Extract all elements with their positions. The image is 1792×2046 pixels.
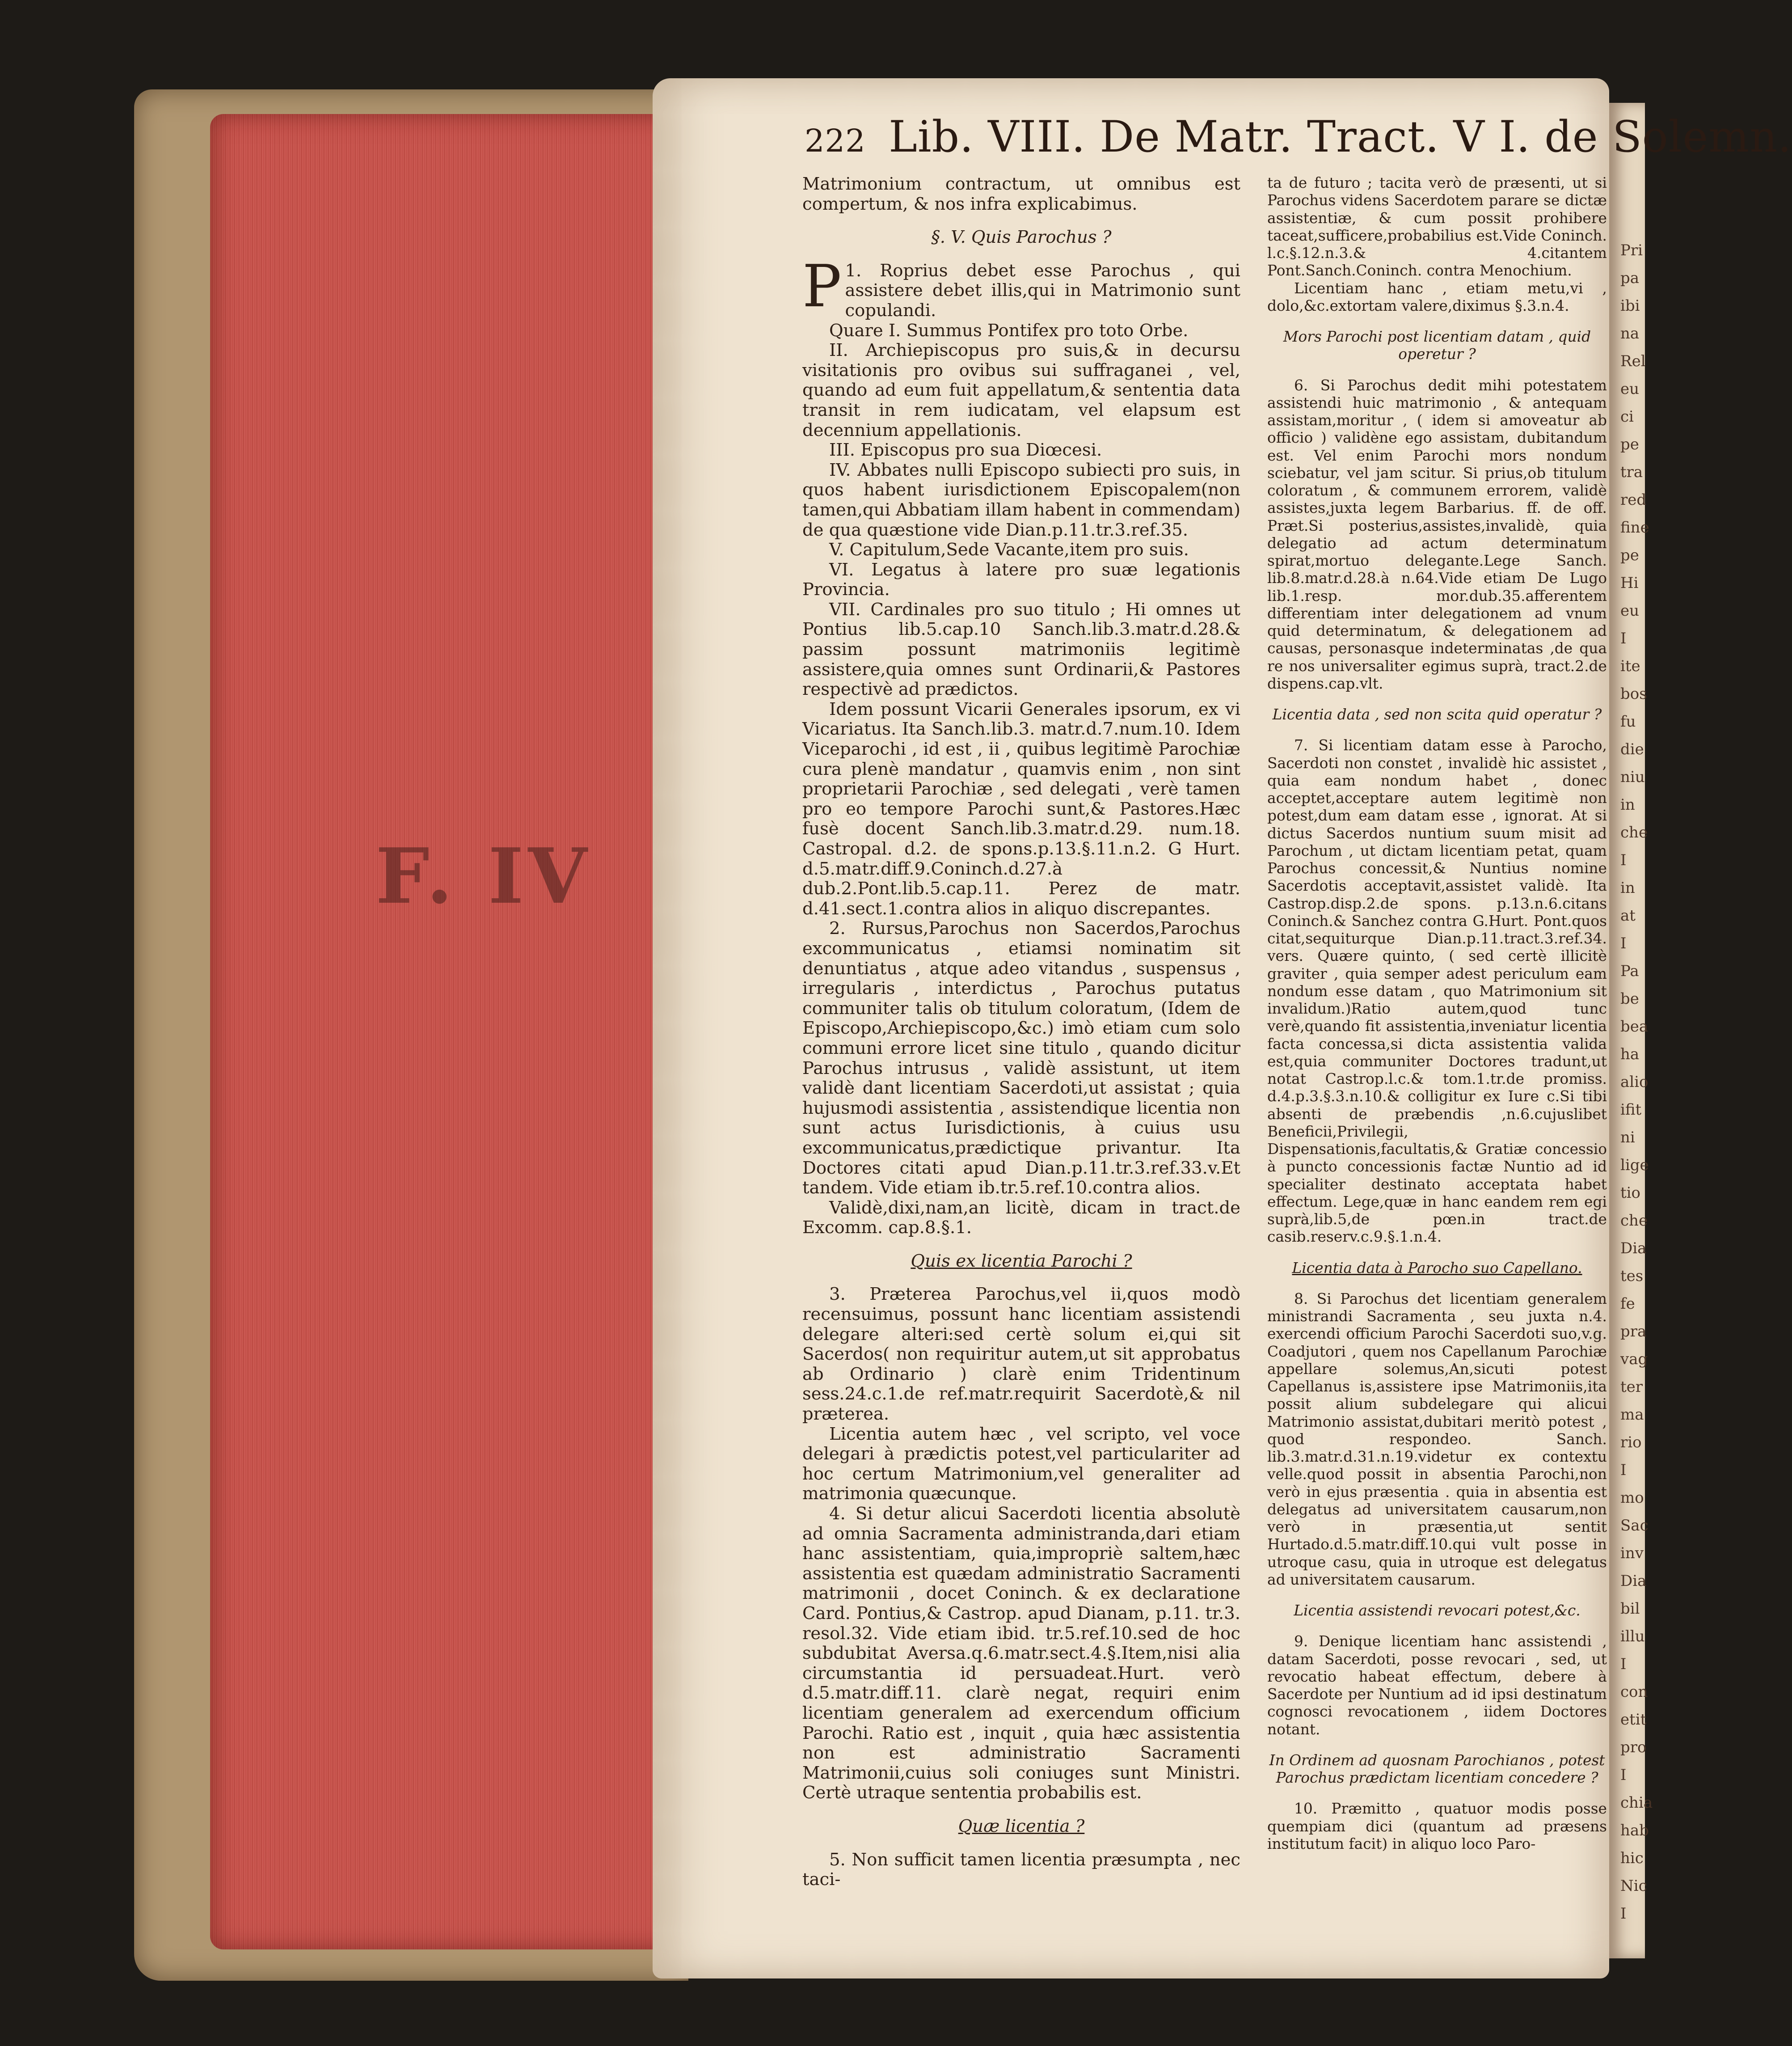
facing-page-line: eu <box>1620 602 1640 620</box>
paragraph <box>802 1198 1240 1238</box>
paragraph <box>802 1285 1240 1424</box>
facing-page-line: in <box>1620 879 1635 897</box>
running-title: Lib. VIII. De Matr. Tract. V I. de Solemn. <box>889 112 1792 162</box>
paragraph <box>802 321 1240 341</box>
paragraph-text: VII. Cardinales pro suo titulo ; Hi omnes ut Pontius lib.5.cap.10 Sanch.lib.3.matr.d.28.& passim possunt matrimoniis legitimè assistere,quia omnes sunt Ordinarii,& Pastores respectivè ad prædictos. <box>802 599 1240 700</box>
section-heading <box>1267 328 1607 364</box>
facing-page-line: pro <box>1620 1738 1647 1756</box>
facing-page-line: che <box>1620 1212 1648 1230</box>
paragraph-text: 8. Si Parochus det licentiam generalem ministrandi Sacramenta , seu juxta n.4. exercendi officium Parochi Sacerdoti suo,v.g. Coadjutori , quem nos Capellanum Parochiæ appellare solemus,An,sicuti potest Capellanus is,assistere ipse Matrimoniis,ita possit alium subdelegare qui alicui Matrimonio assistat,dubitari meritò potest , quod respondeo. Sanch. lib.3.matr.d.31.n.19.videtur ex contextu velle.quod possit in absentia Parochi,non verò in ejus præsentia . quia in absentia est delegatus ad universitatem causarum,non verò in præsentia,ut sentit Hurtado.d.5.matr.diff.10.qui vult posse in utroque casu, quia in utroque est delegatus ad universitatem causarum. <box>1267 1290 1607 1588</box>
section-heading <box>802 1817 1240 1837</box>
facing-page-line: eu <box>1620 380 1640 398</box>
facing-page-line: alio <box>1620 1073 1649 1091</box>
section-heading <box>1267 1752 1607 1787</box>
paragraph-text: In Ordinem ad quosnam Parochianos , potest Parochus prædictam licentiam concedere ? <box>1269 1751 1605 1786</box>
facing-page-line: Dia <box>1620 1239 1647 1257</box>
facing-page-line: bos <box>1620 685 1647 703</box>
paragraph <box>802 174 1240 214</box>
facing-page-line: be <box>1620 990 1639 1008</box>
paragraph-text: Validè,dixi,nam,an licitè, dicam in tract.de Excomm. cap.8.§.1. <box>802 1197 1240 1238</box>
facing-page-line: chia <box>1620 1794 1653 1812</box>
drop-cap: P <box>802 252 842 320</box>
facing-page-line: Pri <box>1620 241 1643 259</box>
facing-page-line: hab <box>1620 1822 1649 1839</box>
facing-page-line: inv <box>1620 1544 1644 1562</box>
paragraph <box>802 600 1240 700</box>
paragraph-text: Quis ex licentia Parochi ? <box>911 1251 1132 1271</box>
facing-page-line: pe <box>1620 435 1639 453</box>
facing-page-line: illu <box>1620 1628 1645 1645</box>
facing-page-line: ci <box>1620 408 1634 426</box>
paragraph-text: 9. Denique licentiam hanc assistendi , datam Sacerdoti, posse revocari , sed, ut revocatio habeat effectum, debere à Sacerdote per Nuntium ad id ipsi destinatum cognosci revocationem , iidem Doctores notant. <box>1267 1633 1607 1738</box>
paragraph-text: 3. Præterea Parochus,vel ii,quos modò recensuimus, possunt hanc licentiam assistendi delegare alteri:sed certè solum ei,qui sit Sacerdos( non requiritur autem,ut sit approbatus ab Ordinario ) clarè enim Tridentinum sess.24.c.1.de ref.matr.requirit Sacerdotè,& nil præterea. <box>802 1284 1240 1425</box>
paragraph-text: 5. Non sufficit tamen licentia præsumpta , nec taci- <box>802 1849 1240 1890</box>
facing-page-line: rio <box>1620 1433 1642 1451</box>
section-heading <box>802 1251 1240 1272</box>
paragraph-text: II. Archiepiscopus pro suis,& in decursu visitationis pro ovibus sui suffraganei , vel, quando ad eum fuit appellatum,& sententia data transit in rem iudicatam, vel elapsum est decennium appellationis. <box>802 340 1240 440</box>
facing-page-line: etit <box>1620 1711 1647 1729</box>
facing-page-line: I <box>1620 934 1627 952</box>
paragraph-text: 1. Roprius debet esse Parochus , qui assistere debet illis,qui in Matrimonio sunt copulandi. <box>845 260 1240 321</box>
section-heading <box>802 228 1240 248</box>
facing-page-line: con <box>1620 1683 1648 1701</box>
facing-page-line: I <box>1620 630 1627 647</box>
paragraph-text: Licentia assistendi revocari potest,&c. <box>1294 1602 1581 1619</box>
facing-page-line: pe <box>1620 546 1639 564</box>
paragraph <box>1267 737 1607 1246</box>
paragraph <box>1267 1633 1607 1738</box>
paragraph <box>802 1425 1240 1504</box>
facing-page-line: pa <box>1620 269 1640 287</box>
facing-page-line: Nic <box>1620 1877 1647 1895</box>
facing-page-line: Pa <box>1620 962 1639 980</box>
paragraph-text: 10. Præmitto , quatuor modis posse quempiam dici (quantum ad præsens institutum facit) in aliquo loco Paro- <box>1267 1800 1607 1852</box>
paragraph <box>1267 1800 1607 1853</box>
paragraph-text: Licentiam hanc , etiam metu,vi , dolo,&c.extortam valere,diximus §.3.n.4. <box>1267 279 1607 314</box>
paragraph <box>802 252 1240 321</box>
facing-page-line: fine <box>1620 519 1649 537</box>
paragraph <box>802 461 1240 540</box>
facing-page-line: ifit <box>1620 1101 1642 1119</box>
section-heading <box>1267 1602 1607 1619</box>
paragraph-text: 2. Rursus,Parochus non Sacerdos,Parochus excommunicatus , etiamsi nominatim sit denuntiatus , atque adeo vitandus , suspensus , irregularis , interdictus , Parochus putatus communiter talis ob titulum coloratum, (Idem de Episcopo,Archiepiscopo,&c.) imò etiam cum solo communi errore licet sine titulo , quando dicitur Parochus intrusus , validè assistunt, ut item validè dant licentiam Sacerdoti,ut assistat ; quia hujusmodi assistentia , assistendique licentia non sunt actus Iurisdictionis, à cuius usu excommunicatus,prædictique privantur. Ita Doctores citati apud Dian.p.11.tr.3.ref.33.v.Et tandem. Vide etiam ib.tr.5.ref.10.contra alios. <box>802 918 1240 1198</box>
facing-page-line: bil <box>1620 1600 1640 1618</box>
paragraph-text: III. Episcopus pro sua Diœcesi. <box>829 440 1102 461</box>
facing-page-line: ma <box>1620 1406 1644 1424</box>
paragraph-text: Licentia autem hæc , vel scripto, vel voce delegari à prædictis potest,vel particulariter ad hoc certum Matrimonium,vel generaliter ad matrimonia quæcunque. <box>802 1424 1240 1504</box>
facing-page-line: hic <box>1620 1849 1644 1867</box>
paragraph-text: ta de futuro ; tacita verò de præsenti, ut si Parochus videns Sacerdotem parare se dictæ assistentiæ, & cum possit prohibere taceat,sufficere,probabilius est.Vide Coninch. l.c.§.12.n.3.& 4.citantem Pont.Sanch.Coninch. contra Menochium. <box>1267 174 1607 279</box>
page-edge-block <box>210 114 693 1949</box>
facing-page-line: I <box>1620 1905 1627 1923</box>
paragraph <box>802 1850 1240 1890</box>
paragraph-text: VI. Legatus à latere pro suæ legationis Provincia. <box>802 559 1240 600</box>
facing-page-line: ha <box>1620 1045 1640 1063</box>
facing-page-line: ibi <box>1620 297 1640 315</box>
facing-page-line: red <box>1620 491 1647 509</box>
facing-page-line: Rel <box>1620 352 1646 370</box>
edge-marking: F. IV <box>375 832 592 921</box>
facing-page-line: ter <box>1620 1378 1643 1396</box>
paragraph <box>1267 1290 1607 1589</box>
facing-page-line: na <box>1620 325 1640 342</box>
facing-page-line: lige <box>1620 1156 1649 1174</box>
right-text-column <box>1267 174 1607 1853</box>
facing-page-line: vag <box>1620 1350 1648 1368</box>
paragraph-text: Mors Parochi post licentiam datam , quid operetur ? <box>1283 328 1591 363</box>
section-heading <box>1267 1260 1607 1277</box>
paragraph-text: Matrimonium contractum, ut omnibus est compertum, & nos infra explicabimus. <box>802 174 1240 214</box>
facing-page-line: tra <box>1620 463 1643 481</box>
facing-page-line: ite <box>1620 657 1640 675</box>
facing-page-line: ni <box>1620 1129 1635 1146</box>
facing-page-line: die <box>1620 740 1644 758</box>
facing-page-line: fu <box>1620 713 1636 731</box>
running-head <box>805 112 1792 162</box>
paragraph-text: 6. Si Parochus dedit mihi potestatem assistendi huic matrimonio , & antequam assistam,moritur , ( idem si amoveatur ab officio ) validène ego assistam, dubitandum est. Vel enim Parochi mors nondum sciebatur, vel jam scitur. Si prius,ob titulum coloratum , & communem errorem, validè assistes,juxta legem Barbarius. ff. de off. Præt.Si posterius,assistes,invalidè, quia delegatio ad actum determinatum spirat,mortuo delegante.Lege Sanch. lib.8.matr.d.28.à n.64.Vide etiam De Lugo lib.1.resp. mor.dub.35.afferentem differentiam inter delegationem ad vnum quid determinatum, & delegationem ad causas, personasque indeterminatas ,de qua re nos universaliter egimus suprà, tract.2.de dispens.cap.vlt. <box>1267 376 1607 692</box>
paragraph <box>802 440 1240 461</box>
facing-page-line: I <box>1620 1766 1627 1784</box>
facing-page-line: I <box>1620 1655 1627 1673</box>
paragraph <box>802 560 1240 600</box>
facing-page-line: pra <box>1620 1323 1647 1340</box>
page-number: 222 <box>805 123 866 159</box>
facing-page-line: tio <box>1620 1184 1641 1202</box>
facing-page-line: mo <box>1620 1489 1644 1507</box>
paragraph-text: 4. Si detur alicui Sacerdoti licentia absolutè ad omnia Sacramenta administranda,dari etiam hanc assistentiam, quia,impropriè saltem,hæc assistentia est quædam administratio Sacramenti matrimonii , docet Coninch. & ex declaratione Card. Pontius,& Castrop. apud Dianam, p.11. tr.3. resol.32. Vide etiam ibid. tr.5.ref.10.sed de hoc subdubitat Aversa.q.6.matr.sect.4.§.Item,nisi alia circumstantia id persuadeat.Hurt. verò d.5.matr.diff.11. clarè negat, requiri enim licentiam generalem ad exercendum officium Parochi. Ratio est , inquit , quia hæc assistentia non est administratio Sacramenti Matrimonii,cuius soli coniuges sunt Ministri. Certè utraque sententia probabilis est. <box>802 1504 1240 1803</box>
facing-page-line: niu <box>1620 768 1645 786</box>
facing-page-line: bea <box>1620 1018 1649 1036</box>
paragraph-text: Licentia data à Parocho suo Capellano. <box>1292 1259 1582 1277</box>
facing-page-line: I <box>1620 851 1627 869</box>
facing-page-line: I <box>1620 1461 1627 1479</box>
left-text-column <box>802 174 1240 1890</box>
facing-page-line: in <box>1620 796 1635 814</box>
paragraph <box>802 540 1240 560</box>
paragraph <box>802 919 1240 1198</box>
paragraph <box>802 341 1240 440</box>
paragraph-text: 7. Si licentiam datam esse à Parocho, Sacerdoti non constet , invalidè hic assistet , quia eam nondum habet , donec acceptet,acceptare autem legitimè non potest,dum eam datam esse , ignorat. At si dictus Sacerdos nuntium suum misit ad Parochum , ut dictam licentiam petat, quam Parochus concessit,& Nuntius nomine Sacerdotis acceptavit,assistet validè. Ita Castrop.disp.2.de spons. p.13.n.6.citans Coninch.& Sanchez contra G.Hurt. Pont.quos citat,sequiturque Dian.p.11.tract.3.ref.34. vers. Quære quinto, ( sed certè illicitè graviter , quia semper adest periculum eam nondum esse datam , quo Matrimonium sit invalidum.)Ratio autem,quod tunc verè,quando fit assistentia,inveniatur licentia facta concessa,si dicta assistentia valida est,quia communiter Doctores tradunt,ut notat Castrop.l.c.& tom.1.tr.de promiss. d.4.p.3.§.3.n.10.& colligitur ex Iure c.Si tibi absenti de præbendis ,n.6.cujuslibet Beneficii,Privilegii, Dispensationis,facultatis,& Gratiæ concessio à puncto concessionis factæ Nuntio ad id specialiter destinato acceptata habet effectum. Lege,quæ in hanc eandem rem egi suprà,lib.5,de pœn.in tract.de casib.reserv.c.9.§.1.n.4. <box>1267 737 1607 1246</box>
paragraph <box>802 1504 1240 1803</box>
paragraph <box>802 700 1240 919</box>
paragraph-text: Licentia data , sed non scita quid operatur ? <box>1272 706 1602 723</box>
paragraph <box>1267 377 1607 693</box>
paragraph-text: Quæ licentia ? <box>958 1816 1085 1836</box>
paragraph-text: Idem possunt Vicarii Generales ipsorum, ex vi Vicariatus. Ita Sanch.lib.3. matr.d.7.num.10. Idem Viceparochi , id est , ii , quibus legitimè Parochiæ cura plenè mandatur , quamvis enim , non sint proprietarii Parochiæ , sed delegati , verè tamen pro eo tempore Parochi sunt,& Pastores.Hæc fusè docent Sanch.lib.3.matr.d.29. num.18. Castropal. d.2. de spons.p.13.§.11.n.2. G Hurt. d.5.matr.diff.9.Coninch.d.27.à dub.2.Pont.lib.5.cap.11. Perez de matr. d.41.sect.1.contra alios in aliquo discrepantes. <box>802 699 1240 919</box>
facing-page-line: che <box>1620 824 1648 841</box>
paragraph <box>1267 280 1607 315</box>
paragraph-text: Quare I. Summus Pontifex pro toto Orbe. <box>829 320 1189 341</box>
paragraph-text: IV. Abbates nulli Episcopo subiecti pro suis, in quos habent iurisdictionem Episcopalem(non tamen,qui Abbatiam illam habent in commendam) de qua quæstione vide Dian.p.11.tr.3.ref.35. <box>802 460 1240 540</box>
facing-page-line: Sac <box>1620 1517 1649 1534</box>
section-heading <box>1267 706 1607 723</box>
facing-page-line: at <box>1620 907 1636 925</box>
paragraph-text: V. Capitulum,Sede Vacante,item pro suis. <box>829 540 1189 560</box>
facing-page-line: tes <box>1620 1267 1644 1285</box>
facing-page-line: fe <box>1620 1295 1635 1313</box>
facing-page-line: Dia <box>1620 1572 1647 1590</box>
paragraph-text: §. V. Quis Parochus ? <box>931 227 1112 248</box>
paragraph <box>1267 174 1607 280</box>
facing-page-line: Hi <box>1620 574 1639 592</box>
